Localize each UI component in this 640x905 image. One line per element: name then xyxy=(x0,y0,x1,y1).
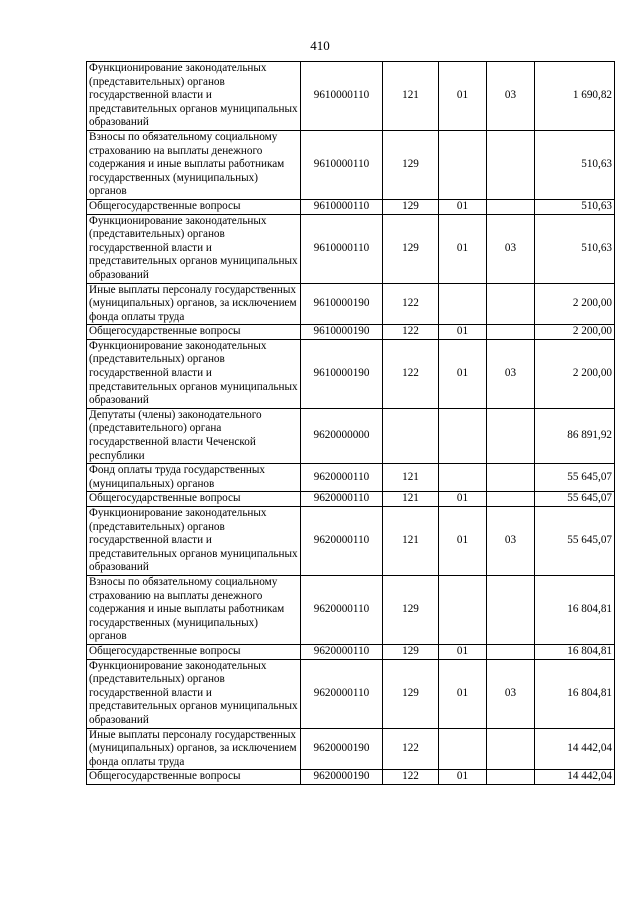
amount-cell: 2 200,00 xyxy=(535,339,615,408)
amount-cell: 16 804,81 xyxy=(535,575,615,644)
row-name-cell: Общегосударственные вопросы xyxy=(87,492,301,507)
row-name-cell: Функционирование законодательных (представительных) органов государственной власти и представительных органов муниципальных образований xyxy=(87,339,301,408)
table-row xyxy=(87,507,615,576)
amount-cell: 14 442,04 xyxy=(535,770,615,785)
section-cell: 01 xyxy=(439,507,487,576)
target-article-cell: 9610000190 xyxy=(301,283,383,325)
section-cell xyxy=(439,728,487,770)
section-cell: 01 xyxy=(439,659,487,728)
budget-table xyxy=(86,61,615,785)
target-article-cell: 9610000190 xyxy=(301,325,383,340)
subsection-cell: 03 xyxy=(487,214,535,283)
row-name-cell: Общегосударственные вопросы xyxy=(87,325,301,340)
table-row xyxy=(87,659,615,728)
budget-table-body xyxy=(87,62,615,785)
section-cell: 01 xyxy=(439,199,487,214)
target-article-cell: 9620000110 xyxy=(301,492,383,507)
expense-type-cell: 122 xyxy=(383,770,439,785)
expense-type-cell: 129 xyxy=(383,199,439,214)
subsection-cell: 03 xyxy=(487,62,535,131)
table-row xyxy=(87,214,615,283)
target-article-cell: 9620000110 xyxy=(301,644,383,659)
expense-type-cell: 122 xyxy=(383,283,439,325)
row-name-cell: Функционирование законодательных (представительных) органов государственной власти и представительных органов муниципальных образований xyxy=(87,62,301,131)
table-row xyxy=(87,408,615,463)
table-row xyxy=(87,492,615,507)
table-row xyxy=(87,130,615,199)
expense-type-cell: 129 xyxy=(383,130,439,199)
row-name-cell: Общегосударственные вопросы xyxy=(87,199,301,214)
table-row xyxy=(87,283,615,325)
subsection-cell xyxy=(487,130,535,199)
target-article-cell: 9610000110 xyxy=(301,62,383,131)
subsection-cell xyxy=(487,325,535,340)
amount-cell: 510,63 xyxy=(535,214,615,283)
table-row xyxy=(87,62,615,131)
table-row xyxy=(87,728,615,770)
page-number: 410 xyxy=(310,38,330,53)
target-article-cell: 9620000110 xyxy=(301,464,383,492)
table-row xyxy=(87,644,615,659)
target-article-cell: 9620000000 xyxy=(301,408,383,463)
section-cell: 01 xyxy=(439,214,487,283)
row-name-cell: Функционирование законодательных (представительных) органов государственной власти и представительных органов муниципальных образований xyxy=(87,214,301,283)
section-cell: 01 xyxy=(439,492,487,507)
subsection-cell xyxy=(487,199,535,214)
amount-cell: 2 200,00 xyxy=(535,283,615,325)
expense-type-cell: 129 xyxy=(383,575,439,644)
row-name-cell: Фонд оплаты труда государственных (муниципальных) органов xyxy=(87,464,301,492)
subsection-cell xyxy=(487,408,535,463)
amount-cell: 1 690,82 xyxy=(535,62,615,131)
section-cell: 01 xyxy=(439,644,487,659)
amount-cell: 55 645,07 xyxy=(535,492,615,507)
row-name-cell: Взносы по обязательному социальному страхованию на выплаты денежного содержания и иные выплаты работникам государственных (муниципальных) органов xyxy=(87,130,301,199)
row-name-cell: Общегосударственные вопросы xyxy=(87,770,301,785)
section-cell: 01 xyxy=(439,325,487,340)
target-article-cell: 9620000110 xyxy=(301,659,383,728)
amount-cell: 14 442,04 xyxy=(535,728,615,770)
subsection-cell xyxy=(487,728,535,770)
subsection-cell xyxy=(487,575,535,644)
target-article-cell: 9620000190 xyxy=(301,728,383,770)
target-article-cell: 9610000190 xyxy=(301,339,383,408)
amount-cell: 16 804,81 xyxy=(535,644,615,659)
target-article-cell: 9620000190 xyxy=(301,770,383,785)
subsection-cell xyxy=(487,770,535,785)
row-name-cell: Иные выплаты персоналу государственных (муниципальных) органов, за исключением фонда оплаты труда xyxy=(87,283,301,325)
target-article-cell: 9620000110 xyxy=(301,507,383,576)
expense-type-cell: 122 xyxy=(383,325,439,340)
expense-type-cell: 121 xyxy=(383,464,439,492)
expense-type-cell: 122 xyxy=(383,728,439,770)
section-cell xyxy=(439,575,487,644)
section-cell xyxy=(439,408,487,463)
section-cell xyxy=(439,283,487,325)
subsection-cell xyxy=(487,464,535,492)
amount-cell: 55 645,07 xyxy=(535,464,615,492)
subsection-cell xyxy=(487,492,535,507)
amount-cell: 16 804,81 xyxy=(535,659,615,728)
subsection-cell: 03 xyxy=(487,659,535,728)
section-cell xyxy=(439,464,487,492)
amount-cell: 55 645,07 xyxy=(535,507,615,576)
expense-type-cell: 122 xyxy=(383,339,439,408)
table-row xyxy=(87,464,615,492)
row-name-cell: Иные выплаты персоналу государственных (муниципальных) органов, за исключением фонда оплаты труда xyxy=(87,728,301,770)
amount-cell: 510,63 xyxy=(535,199,615,214)
amount-cell: 510,63 xyxy=(535,130,615,199)
expense-type-cell: 129 xyxy=(383,214,439,283)
row-name-cell: Общегосударственные вопросы xyxy=(87,644,301,659)
target-article-cell: 9610000110 xyxy=(301,130,383,199)
expense-type-cell: 129 xyxy=(383,644,439,659)
expense-type-cell: 121 xyxy=(383,492,439,507)
table-row xyxy=(87,575,615,644)
section-cell xyxy=(439,130,487,199)
subsection-cell xyxy=(487,644,535,659)
row-name-cell: Депутаты (члены) законодательного (представительного) органа государственной власти Чеченской республики xyxy=(87,408,301,463)
table-row xyxy=(87,339,615,408)
row-name-cell: Функционирование законодательных (представительных) органов государственной власти и представительных органов муниципальных образований xyxy=(87,507,301,576)
subsection-cell xyxy=(487,283,535,325)
subsection-cell: 03 xyxy=(487,507,535,576)
table-row xyxy=(87,199,615,214)
table-row xyxy=(87,770,615,785)
table-row xyxy=(87,325,615,340)
section-cell: 01 xyxy=(439,339,487,408)
expense-type-cell: 121 xyxy=(383,62,439,131)
subsection-cell: 03 xyxy=(487,339,535,408)
target-article-cell: 9610000110 xyxy=(301,214,383,283)
amount-cell: 86 891,92 xyxy=(535,408,615,463)
expense-type-cell: 121 xyxy=(383,507,439,576)
row-name-cell: Взносы по обязательному социальному страхованию на выплаты денежного содержания и иные выплаты работникам государственных (муниципальных) органов xyxy=(87,575,301,644)
section-cell: 01 xyxy=(439,770,487,785)
target-article-cell: 9620000110 xyxy=(301,575,383,644)
amount-cell: 2 200,00 xyxy=(535,325,615,340)
target-article-cell: 9610000110 xyxy=(301,199,383,214)
expense-type-cell xyxy=(383,408,439,463)
expense-type-cell: 129 xyxy=(383,659,439,728)
row-name-cell: Функционирование законодательных (представительных) органов государственной власти и представительных органов муниципальных образований xyxy=(87,659,301,728)
section-cell: 01 xyxy=(439,62,487,131)
